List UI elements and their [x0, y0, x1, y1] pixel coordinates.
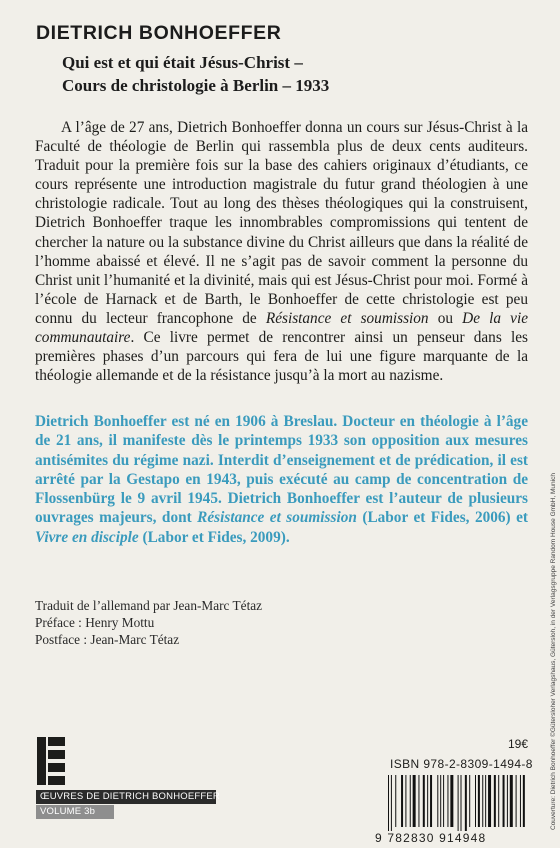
- cover-credit: Couverture: Dietrich Bonhoeffer ©Gütersloher Verlagshaus, Gütersloh, in der Verlagsgruppe Random House GmbH, Munich: [550, 473, 557, 830]
- series-banner: [36, 790, 220, 819]
- title-line-1: Qui est et qui était Jésus-Christ –: [62, 53, 303, 72]
- description-text-3: . Ce livre permet de rencontrer ainsi un penseur dans les premières phases d’un parcours qui fera de lui une figure marquante de la théologie allemande et de la résistance jusqu’à la mort au nazisme.: [35, 329, 528, 385]
- book-title: [62, 51, 329, 97]
- barcode-digits: 9 782830 914948: [375, 831, 487, 845]
- credit-postface: Postface : Jean-Marc Tétaz: [35, 632, 180, 647]
- description-italic-title-2: De la vie communautaire: [35, 309, 529, 347]
- barcode-icon: [386, 775, 526, 831]
- description-text-2: ou: [428, 309, 463, 327]
- bio-text-3: (Labor et Fides, 2009).: [138, 528, 290, 546]
- author-name: DIETRICH BONHOEFFER: [36, 22, 282, 44]
- bio-text-2: (Labor et Fides, 2006) et: [356, 509, 528, 527]
- credit-preface: Préface : Henry Mottu: [35, 615, 155, 630]
- credit-translator: Traduit de l’allemand par Jean-Marc Tétaz: [35, 598, 263, 613]
- author-bio-paragraph: [35, 412, 528, 547]
- description-text-1: A l’âge de 27 ans, Dietrich Bonhoeffer donna un cours sur Jésus-Christ à la Faculté de théologie de Berlin qui rassembla plus de deux cents auditeurs. Traduit pour la première fois sur la base des cahiers originaux d’étudiants, ce cours représente une introduction magistrale du futur grand théologien à une christologie radicale. Tout au long des thèses théologiques qui la construisent, Dietrich Bonhoeffer traque les innombrables compromissions qui tentent de chercher la nature ou la substance divine du Christ ailleurs que dans la réalité de l’homme abaissé et élevé. Il ne s’agit pas de savoir comment la personne du Christ unit l’humanité et la divinité, mais qui est Jésus-Christ pour moi. Formé à l’école de Harnack et de Barth, le Bonhoeffer de cette christologie est peu connu du lecteur francophone de: [35, 119, 528, 327]
- bio-italic-title-1: Résistance et soumission: [197, 509, 357, 527]
- description-italic-title-1: Résistance et soumission: [265, 309, 429, 327]
- bio-text-1: Dietrich Bonhoeffer est né en 1906 à Breslau. Docteur en théologie à l’âge de 21 ans, il manifeste dès le printemps 1933 son opposition aux mesures antisémites du régime nazi. Interdit d’enseignement et de prédication, il est arrêté par la Gestapo en 1943, puis exécuté au camp de concentration de Flossenbürg le 9 avril 1945. Dietrich Bonhoeffer est l’auteur de plusieurs ouvrages majeurs, dont: [35, 413, 528, 527]
- bio-italic-title-2: Vivre en disciple: [35, 528, 139, 546]
- isbn: ISBN 978-2-8309-1494-8: [390, 757, 533, 771]
- credits: [35, 597, 262, 648]
- title-line-2: Cours de christologie à Berlin – 1933: [62, 76, 330, 95]
- series-volume: VOLUME 3b: [36, 805, 114, 819]
- description-paragraph: [35, 118, 528, 385]
- series-name: ŒUVRES DE DIETRICH BONHOEFFER: [36, 790, 216, 804]
- price: 19€: [508, 737, 529, 751]
- publisher-logo-icon: [37, 737, 65, 785]
